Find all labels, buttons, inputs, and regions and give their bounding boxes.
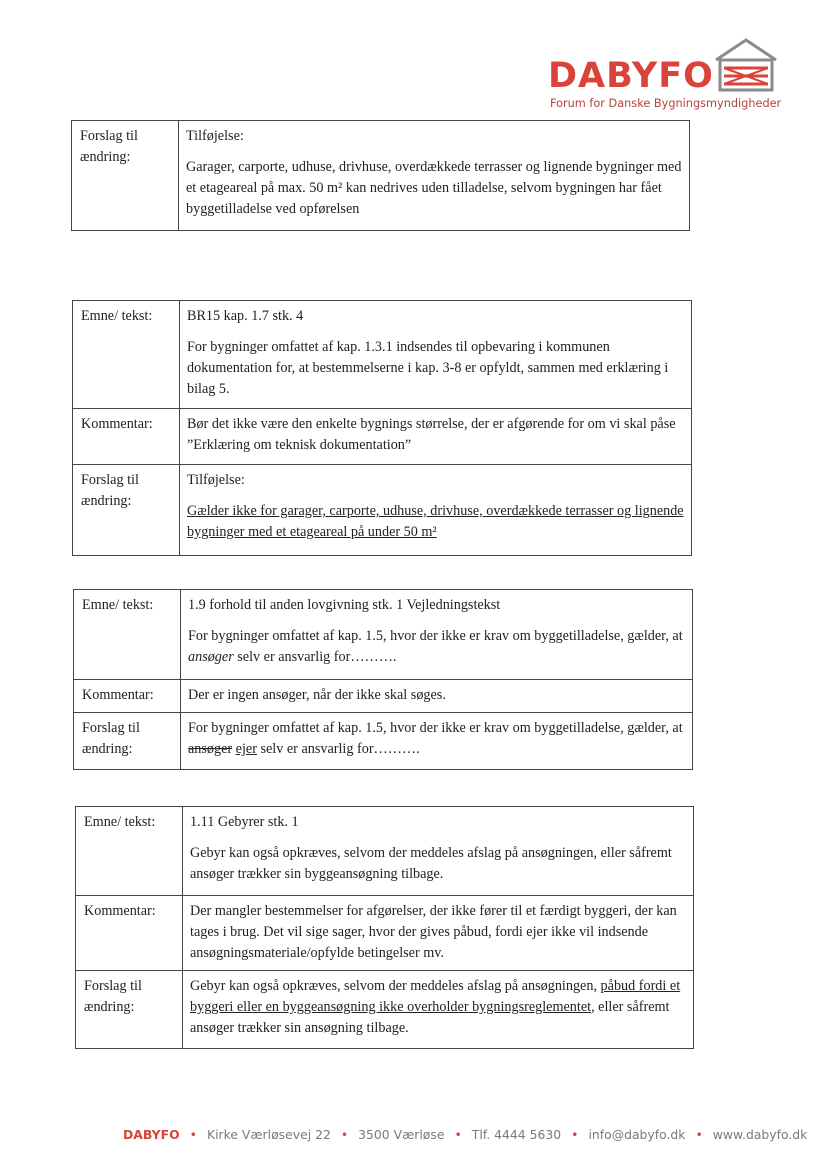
- ansoger-italic: ansøger: [188, 649, 234, 665]
- footer-web-link[interactable]: www.dabyfo.dk: [712, 1127, 808, 1142]
- footer-city: 3500 Værløse: [358, 1127, 445, 1142]
- forslag-body: Gælder ikke for garager, carporte, udhuse, drivhuse, overdækkede terrasser og lignende bygninger med et etageareal på under 50 m²: [187, 503, 684, 540]
- proposal-table-3: [73, 589, 693, 770]
- emne-body: For bygninger omfattet af kap. 1.5, hvor der ikke er krav om byggetilladelse, gælder, at ansøger selv er ansvarlig for……….: [188, 628, 683, 665]
- emne-label: Emne/ tekst:: [73, 301, 180, 409]
- emne-body: For bygninger omfattet af kap. 1.3.1 indsendes til opbevaring i kommunen dokumentation for, at bestemmelserne i kap. 3-8 er opfyldt, sammen med erklæring i bilag 5.: [187, 339, 669, 397]
- kommentar-row: [73, 409, 692, 465]
- proposal-table-2: [72, 300, 692, 556]
- forslag-label: Forslag til ændring:: [76, 971, 183, 1049]
- emne-cell: [181, 590, 693, 680]
- emne-title: BR15 kap. 1.7 stk. 4: [187, 308, 304, 324]
- emne-cell: [180, 301, 692, 409]
- forslag-label: Forslag til ændring:: [72, 121, 179, 231]
- forslag-title: Tilføjelse:: [186, 128, 244, 144]
- emne-cell: [183, 807, 694, 896]
- emne-title: 1.11 Gebyrer stk. 1: [190, 814, 299, 830]
- separator-dot-icon: •: [340, 1127, 349, 1142]
- kommentar-row: [74, 680, 693, 713]
- inserted-word: ejer: [235, 741, 257, 757]
- forslag-body: Garager, carporte, udhuse, drivhuse, overdækkede terrasser og lignende bygninger med et etageareal på max. 50 m² kan nedrives uden tilladelse, selvom bygningen har fået byggetilladelse ved opførelsen: [186, 159, 682, 217]
- proposal-table-1: [71, 120, 690, 231]
- emne-body: Gebyr kan også opkræves, selvom der meddeles afslag på ansøgningen, eller såfremt ansøger trækker sin byggeansøgning tilbage.: [190, 845, 672, 882]
- emne-row: [74, 590, 693, 680]
- dabyfo-logo: [548, 36, 788, 116]
- kommentar-text: Bør det ikke være den enkelte bygnings størrelse, der er afgørende for om vi skal påse ”Erklæring om teknisk dokumentation”: [180, 409, 692, 465]
- forslag-row: [72, 121, 690, 231]
- emne-row: [73, 301, 692, 409]
- forslag-cell: [179, 121, 690, 231]
- forslag-label: Forslag til ændring:: [73, 465, 180, 556]
- kommentar-text: Der er ingen ansøger, når der ikke skal søges.: [181, 680, 693, 713]
- logo-wordmark: DABYFO: [548, 56, 714, 96]
- footer-phone: Tlf. 4444 5630: [471, 1127, 562, 1142]
- page-footer: [123, 1127, 807, 1142]
- underlined-insert: påbud fordi et byggeri eller en byggeansøgning ikke overholder bygningsreglementet: [190, 978, 681, 1015]
- kommentar-row: [76, 896, 694, 971]
- kommentar-label: Kommentar:: [73, 409, 180, 465]
- footer-address: Kirke Værløsevej 22: [206, 1127, 331, 1142]
- separator-dot-icon: •: [571, 1127, 579, 1142]
- forslag-row: [74, 713, 693, 770]
- house-logo-icon: [712, 36, 780, 94]
- kommentar-text: Der mangler bestemmelser for afgørelser, der ikke fører til et færdigt byggeri, der kan tages i brug. Det vil sige sager, hvor der gives påbud, fordi ejer ikke vil indsende ansøgningsmateriale/opfylde betingelser mv.: [183, 896, 694, 971]
- kommentar-label: Kommentar:: [76, 896, 183, 971]
- emne-title: 1.9 forhold til anden lovgivning stk. 1 Vejledningstekst: [188, 597, 501, 613]
- forslag-text: For bygninger omfattet af kap. 1.5, hvor der ikke er krav om byggetilladelse, gælder, at ansøger ejer selv er ansvarlig for……….: [181, 713, 693, 770]
- emne-label: Emne/ tekst:: [74, 590, 181, 680]
- separator-dot-icon: •: [189, 1127, 197, 1142]
- kommentar-label: Kommentar:: [74, 680, 181, 713]
- forslag-cell: [180, 465, 692, 556]
- forslag-title: Tilføjelse:: [187, 472, 245, 488]
- forslag-row: [76, 971, 694, 1049]
- forslag-label: Forslag til ændring:: [74, 713, 181, 770]
- logo-tagline: Forum for Danske Bygningsmyndigheder: [550, 97, 782, 110]
- forslag-text: Gebyr kan også opkræves, selvom der meddeles afslag på ansøgningen, påbud fordi et byggeri eller en byggeansøgning ikke overholder bygningsreglementet, eller såfremt ansøger trækker sin ansøgning tilbage.: [183, 971, 694, 1049]
- footer-email-link[interactable]: info@dabyfo.dk: [588, 1127, 686, 1142]
- struck-word: ansøger: [188, 741, 233, 757]
- emne-label: Emne/ tekst:: [76, 807, 183, 896]
- footer-brand: DABYFO: [123, 1127, 180, 1142]
- separator-dot-icon: •: [695, 1127, 703, 1142]
- separator-dot-icon: •: [454, 1127, 462, 1142]
- forslag-row: [73, 465, 692, 556]
- proposal-table-4: [75, 806, 694, 1049]
- emne-row: [76, 807, 694, 896]
